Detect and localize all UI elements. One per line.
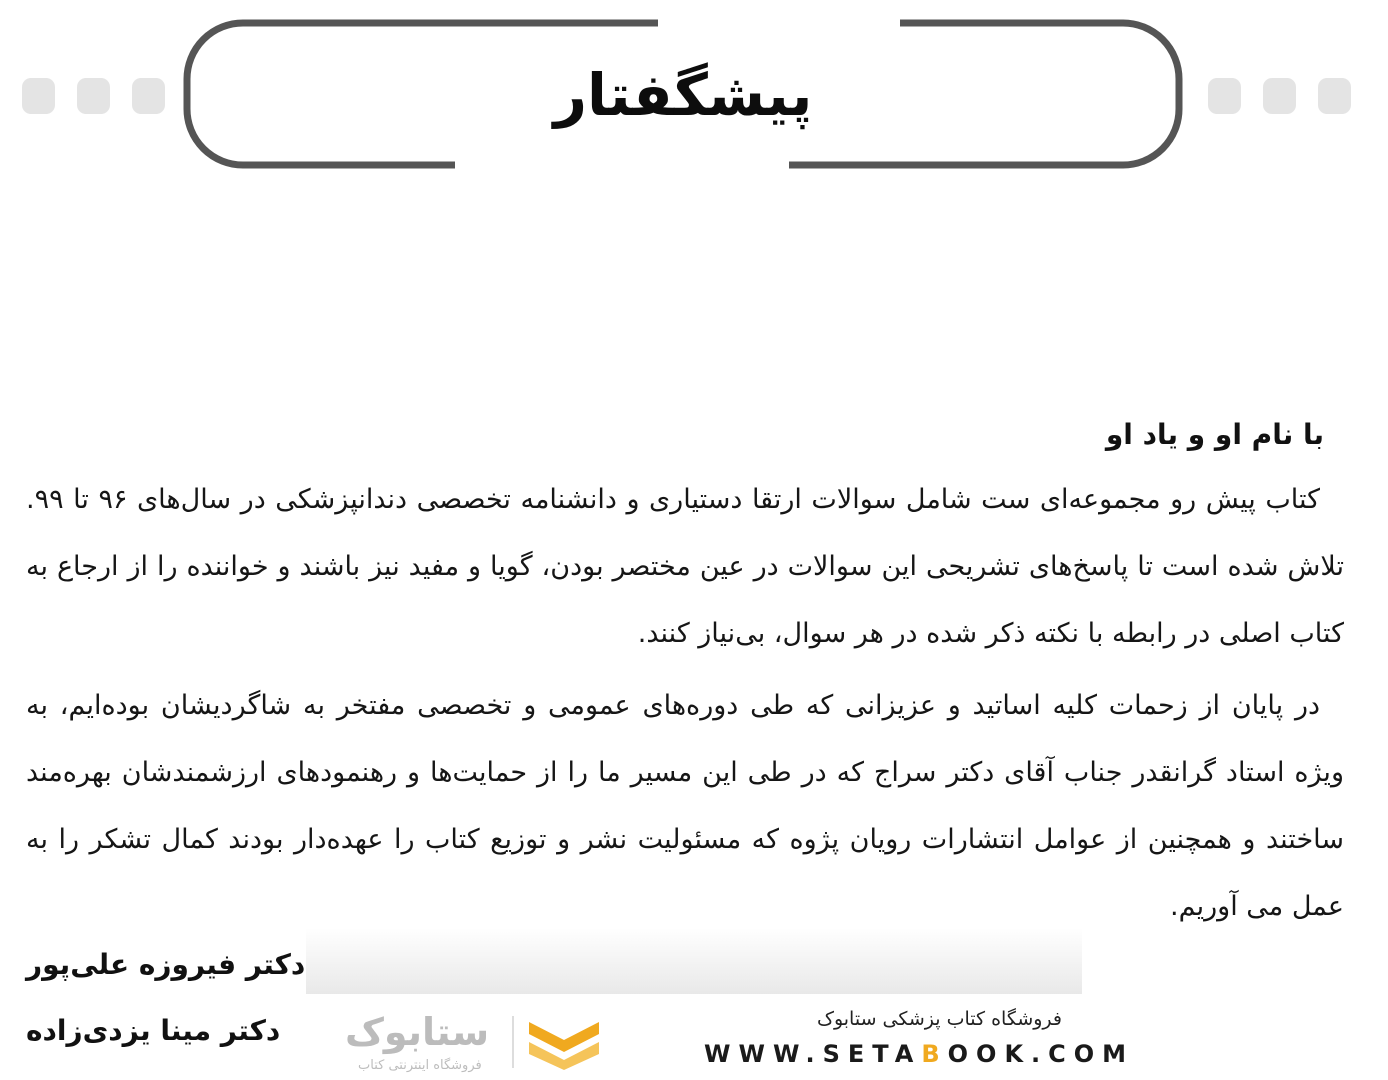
title-frame — [183, 19, 1183, 169]
store-logo-subtitle: فروشگاه اینترنتی کتاب — [358, 1058, 482, 1073]
watermark-shadow — [306, 928, 1082, 994]
url-part-1: WWW. — [704, 1040, 823, 1068]
dot-shape — [1263, 78, 1296, 114]
url-part-2: SETA — [822, 1040, 922, 1068]
url-part-3: B — [921, 1040, 948, 1068]
url-part-4: OOK — [947, 1040, 1032, 1068]
dot-shape — [77, 78, 110, 114]
dot-shape — [1208, 78, 1241, 114]
page-title: پیشگفتار — [553, 61, 813, 129]
decorative-dots-right — [1208, 78, 1351, 114]
paragraph-2-container — [26, 672, 1344, 940]
dot-shape — [132, 78, 165, 114]
opening-line: با نام او و یاد او — [1105, 418, 1324, 451]
book-logo-icon — [525, 1014, 603, 1072]
paragraph-2: در پایان از زحمات کلیه اساتید و عزیزانی که طی دوره‌های عمومی و تخصصی مفتخر به شاگردیشان بوده‌ایم، به ویژه استاد گرانقدر جناب آقای دکتر سراج که در طی این مسیر ما را از حمایت‌ها و رهنمودهای ارزشمندشان بهره‌مند ساختند و همچنین از عوامل انتشارات رویان پژوه که مسئولیت نشر و توزیع کتاب را عهده‌دار بودند کمال تشکر را به عمل می آوریم. — [26, 690, 1344, 922]
url-part-5: .COM — [1031, 1040, 1135, 1068]
dot-shape — [22, 78, 55, 114]
paragraph-1-container — [26, 466, 1344, 667]
signature-author-1: دکتر فیروزه علی‌پور — [26, 948, 306, 981]
signature-author-2: دکتر مینا یزدی‌زاده — [26, 1014, 281, 1047]
store-logo-word: ستابوک — [345, 1010, 490, 1054]
dot-shape — [1318, 78, 1351, 114]
logo-divider — [512, 1016, 514, 1068]
store-name: فروشگاه کتاب پزشکی ستابوک — [816, 1008, 1062, 1030]
decorative-dots-left — [22, 78, 165, 114]
store-url — [704, 1040, 1134, 1068]
paragraph-1: کتاب پیش رو مجموعه‌ای ست شامل سوالات ارتقا دستیاری و دانشنامه تخصصی دندانپزشکی در سال‌های ۹۶ تا ۹۹. تلاش شده است تا پاسخ‌های تشریحی این سوالات در عین مختصر بودن، گویا و مفید نیز باشند و خواننده را از ارجاع به کتاب اصلی در رابطه با نکته ذکر شده در هر سوال، بی‌نیاز کنند. — [26, 484, 1344, 649]
